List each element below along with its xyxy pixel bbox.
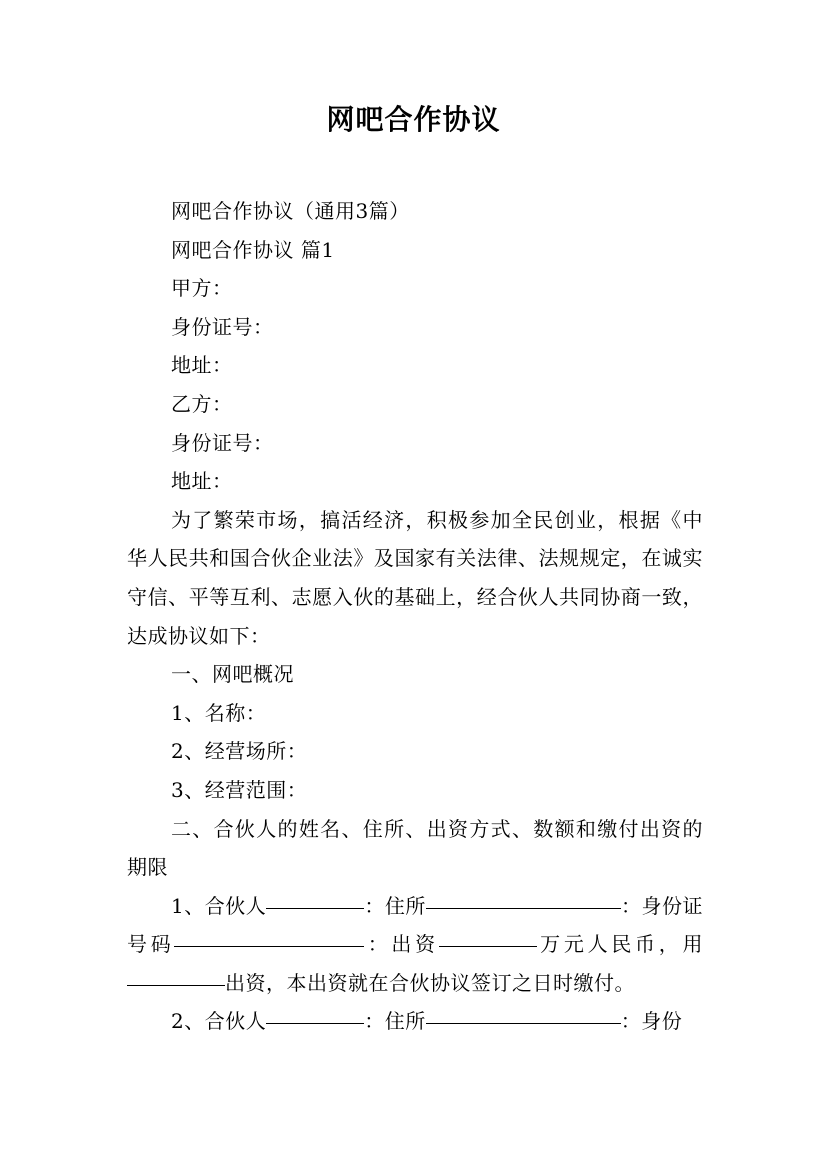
party-a-address-label: 地址： xyxy=(171,353,233,378)
party-b-id-label: 身份证号： xyxy=(171,430,274,455)
section-1-item-scope: 3、经营范围： xyxy=(171,777,308,802)
partner-2-id-label: ：身份 xyxy=(620,1009,683,1034)
partner-1-currency: 万元人民币， xyxy=(536,932,683,957)
partner-2-prefix: 2、合伙人 xyxy=(171,1009,267,1034)
partner-1-id-blank xyxy=(174,945,364,947)
subtitle-line: 网吧合作协议（通用3篇） xyxy=(171,199,410,223)
partner-1-method-blank xyxy=(127,984,225,986)
partner-2-residence-blank xyxy=(426,1022,621,1024)
partner-1-residence-blank xyxy=(426,907,621,909)
chapter-heading: 网吧合作协议 篇1 xyxy=(171,237,335,262)
section-1-item-premises: 2、经营场所： xyxy=(171,739,308,764)
section-1-item-name: 1、名称： xyxy=(171,700,267,725)
party-a-id-label: 身份证号： xyxy=(171,314,274,339)
party-b-label: 乙方： xyxy=(171,391,233,416)
partner-1-prefix: 1、合伙人 xyxy=(171,893,267,918)
partner-1-method-prefix: 用 xyxy=(682,932,704,957)
partner-2-name-blank xyxy=(266,1022,364,1024)
section-1-heading: 一、网吧概况 xyxy=(171,662,294,687)
partner-1-clause xyxy=(127,887,703,1003)
partner-1-capital-blank xyxy=(439,945,537,947)
partner-2-residence-label: ：住所 xyxy=(364,1009,426,1034)
partner-1-residence-label: ：住所 xyxy=(364,893,426,918)
document-title: 网吧合作协议 xyxy=(326,103,501,136)
section-2-heading: 二、合伙人的姓名、住所、出资方式、数额和缴付出资的期限 xyxy=(127,816,703,880)
partner-2-clause xyxy=(127,1002,703,1041)
partner-1-capital-label: ：出资 xyxy=(364,932,439,957)
partner-1-name-blank xyxy=(266,907,364,909)
partner-1-id-label: ：身份证号码 xyxy=(127,893,704,957)
intro-paragraph: 为了繁荣市场，搞活经济，积极参加全民创业，根据《中华人民共和国合伙企业法》及国家有关法律、法规规定，在诚实守信、平等互利、志愿入伙的基础上，经合伙人共同协商一致，达成协议如下： xyxy=(127,507,703,648)
party-b-address-label: 地址： xyxy=(171,469,233,494)
partner-1-method-suffix: 出资，本出资就在合伙协议签订之日时缴付。 xyxy=(225,970,635,995)
document-body xyxy=(127,192,703,1041)
party-a-label: 甲方： xyxy=(171,276,233,301)
